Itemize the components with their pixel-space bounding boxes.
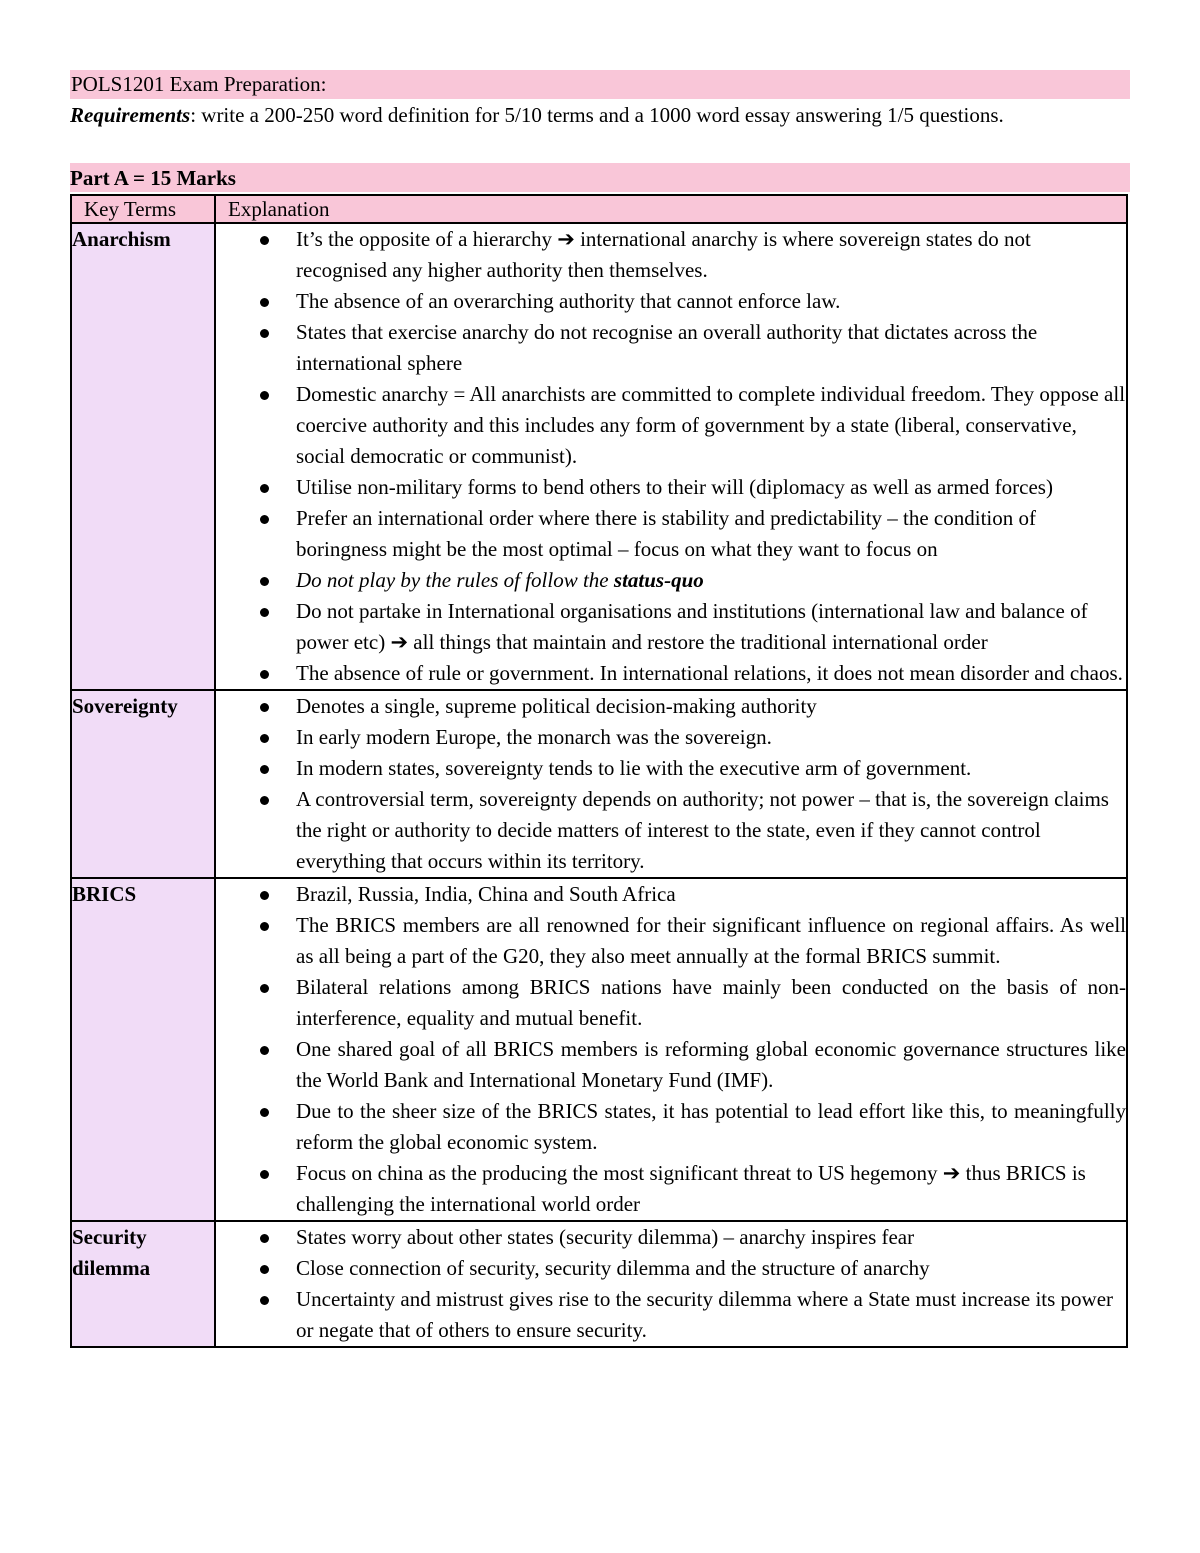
key-terms-table: [70, 194, 1128, 1348]
requirements-label: Requirements: [70, 103, 191, 127]
requirements-line: [70, 100, 1130, 130]
table-row-security-dilemma: [71, 1221, 1127, 1347]
requirements-text: : write a 200-250 word definition for 5/10 terms and a 1000 word essay answering 1/5 questions.: [190, 103, 1004, 127]
explanation-security-dilemma: [215, 1221, 1127, 1347]
list-item: Do not partake in International organisations and institutions (international law and balance of power etc) ➔ all things that maintain and restore the traditional international order: [216, 596, 1126, 658]
list-item: Denotes a single, supreme political decision-making authority: [216, 691, 1126, 722]
list-item: Bilateral relations among BRICS nations have mainly been conducted on the basis of non-interference, equality and mutual benefit.: [216, 972, 1126, 1034]
explanation-sovereignty: [215, 690, 1127, 878]
table-row-anarchism: [71, 223, 1127, 690]
col-header-explanation: Explanation: [215, 195, 1127, 223]
list-item-text: Do not play by the rules of follow the: [296, 568, 614, 592]
term-anarchism: Anarchism: [71, 223, 215, 690]
explanation-brics: [215, 878, 1127, 1221]
list-item: The BRICS members are all renowned for their significant influence on regional affairs. As well as all being a part of the G20, they also meet annually at the formal BRICS summit.: [216, 910, 1126, 972]
list-item: States worry about other states (security dilemma) – anarchy inspires fear: [216, 1222, 1126, 1253]
document-page: [70, 70, 1130, 1348]
list-item: Due to the sheer size of the BRICS states, it has potential to lead effort like this, to meaningfully reform the global economic system.: [216, 1096, 1126, 1158]
list-item: The absence of rule or government. In international relations, it does not mean disorder and chaos.: [216, 658, 1126, 689]
term-brics: BRICS: [71, 878, 215, 1221]
list-item: It’s the opposite of a hierarchy ➔ international anarchy is where sovereign states do not recognised any higher authority then themselves.: [216, 224, 1126, 286]
list-item: One shared goal of all BRICS members is reforming global economic governance structures like the World Bank and International Monetary Fund (IMF).: [216, 1034, 1126, 1096]
document-title: POLS1201 Exam Preparation:: [70, 70, 1130, 99]
list-item: Domestic anarchy = All anarchists are committed to complete individual freedom. They oppose all coercive authority and this includes any form of government by a state (liberal, conservative, social democratic or communist).: [216, 379, 1126, 472]
part-a-heading: Part A = 15 Marks: [70, 163, 1130, 192]
term-name-line: Security: [72, 1225, 147, 1249]
term-sovereignty: Sovereignty: [71, 690, 215, 878]
list-item: Brazil, Russia, India, China and South Africa: [216, 879, 1126, 910]
list-item: In modern states, sovereignty tends to lie with the executive arm of government.: [216, 753, 1126, 784]
list-item: Focus on china as the producing the most significant threat to US hegemony ➔ thus BRICS is challenging the international world order: [216, 1158, 1126, 1220]
list-item: In early modern Europe, the monarch was the sovereign.: [216, 722, 1126, 753]
list-item: Utilise non-military forms to bend others to their will (diplomacy as well as armed forces): [216, 472, 1126, 503]
list-item: The absence of an overarching authority that cannot enforce law.: [216, 286, 1126, 317]
explanation-anarchism: [215, 223, 1127, 690]
table-header-row: [71, 195, 1127, 223]
list-item: States that exercise anarchy do not recognise an overall authority that dictates across the international sphere: [216, 317, 1126, 379]
col-header-key-terms: Key Terms: [71, 195, 215, 223]
list-item: [216, 565, 1126, 596]
list-item: Prefer an international order where there is stability and predictability – the condition of boringness might be the most optimal – focus on what they want to focus on: [216, 503, 1126, 565]
table-row-brics: [71, 878, 1127, 1221]
list-item: A controversial term, sovereignty depends on authority; not power – that is, the sovereign claims the right or authority to decide matters of interest to the state, even if they cannot control everything that occurs within its territory.: [216, 784, 1126, 877]
term-name-line: dilemma: [72, 1256, 151, 1280]
table-row-sovereignty: [71, 690, 1127, 878]
term-security-dilemma: [71, 1221, 215, 1347]
list-item: Uncertainty and mistrust gives rise to the security dilemma where a State must increase its power or negate that of others to ensure security.: [216, 1284, 1126, 1346]
list-item-emphasis: status-quo: [613, 568, 704, 592]
list-item: Close connection of security, security dilemma and the structure of anarchy: [216, 1253, 1126, 1284]
